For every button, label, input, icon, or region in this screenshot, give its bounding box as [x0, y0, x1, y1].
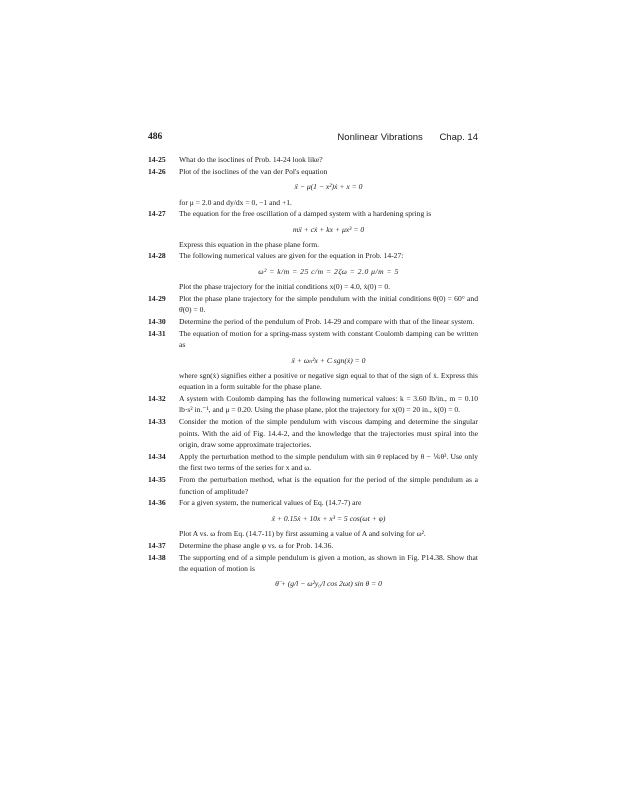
problem-number: 14-34: [148, 451, 166, 461]
problem-number: 14-29: [148, 293, 166, 303]
problem-text: From the perturbation method, what is the equation for the period of the simple pendulum as a function of amplitude?: [179, 475, 478, 496]
problem-14-38: [148, 552, 478, 575]
problem-14-35: [148, 474, 478, 497]
problem-number: 14-35: [148, 475, 166, 485]
running-head: [323, 132, 478, 143]
problem-14-26: [148, 166, 478, 177]
problem-14-33: [148, 416, 478, 450]
problem-14-31: [148, 328, 478, 351]
problem-text: Determine the phase angle φ vs. ω for Prob. 14.36.: [179, 540, 334, 550]
problem-text: The supporting end of a simple pendulum is given a motion, as shown in Fig. P14.38. Show that the equation of motion is: [179, 552, 478, 573]
chapter-label: Chap. 14: [439, 132, 478, 143]
problem-number: 14-36: [148, 498, 166, 508]
equation: mẍ + cẋ + kx + μx³ = 0: [292, 224, 365, 234]
problem-number: 14-28: [148, 251, 166, 261]
problem-14-32: [148, 393, 478, 416]
problem-text: Determine the period of the pendulum of Prob. 14-29 and compare with that of the linear system.: [179, 316, 475, 326]
problem-number: 14-27: [148, 209, 166, 219]
problem-text: The equation for the free oscillation of a damped system with a hardening spring is: [179, 209, 432, 219]
problem-number: 14-30: [148, 316, 166, 326]
problem-number: 14-25: [148, 155, 166, 164]
equation: ẍ + ωₙ²x + C sgn(ẋ) = 0: [291, 355, 366, 365]
problem-text-continued: Plot A vs. ω from Eq. (14.7-11) by first assuming a value of A and solving for ω².: [179, 529, 426, 539]
problem-number: 14-32: [148, 393, 166, 403]
problem-text: Apply the perturbation method to the simple pendulum with sin θ replaced by θ − ⅙θ³. Use only the first two terms of the series for x and ω.: [179, 451, 478, 473]
equation: ω² = k/m = 25 c/m = 2ζω = 2.0 μ/m = 5: [258, 266, 399, 276]
problem-text: For a given system, the numerical values of Eq. (14.7-7) are: [179, 498, 362, 508]
problem-14-28: [148, 250, 478, 261]
problem-text: The equation of motion for a spring-mass system with constant Coulomb damping can be written as: [179, 328, 478, 350]
problem-14-37: [148, 540, 478, 551]
problem-number: 14-31: [148, 328, 166, 338]
equation: θ̈ + (g/l − ω²y₀/l cos 2ωt) sin θ = 0: [275, 579, 382, 589]
problem-text-continued: Express this equation in the phase plane form.: [179, 239, 320, 249]
problem-14-25: [148, 154, 478, 165]
problem-14-29: [148, 293, 478, 316]
problem-text: What do the isoclines of Prob. 14-24 look like?: [179, 155, 323, 164]
problem-14-36: [148, 497, 478, 508]
problem-text-continued: Plot the phase trajectory for the initial conditions x(0) = 4.0, ẋ(0) = 0.: [179, 282, 391, 292]
page-number: 486: [148, 132, 163, 142]
problem-number: 14-37: [148, 540, 166, 550]
running-title: Nonlinear Vibrations: [337, 132, 423, 143]
problem-14-30: [148, 316, 478, 327]
problem-14-34: [148, 451, 478, 474]
problem-14-27: [148, 208, 478, 219]
equation: ẍ + 0.15ẋ + 10x + x³ = 5 cos(ωt + φ): [271, 513, 386, 523]
equation: ẍ − μ(1 − x²)ẋ + x = 0: [294, 182, 363, 192]
problem-number: 14-33: [148, 417, 166, 427]
problem-text: Consider the motion of the simple pendulum with viscous damping and determine the singular points. With the aid of Fig. 14.4-2, and the knowledge that the trajectories must spiral into the origin, draw some approximate trajectories.: [179, 417, 478, 449]
problem-text-continued: for μ = 2.0 and dy/dx = 0, −1 and +1.: [179, 197, 292, 207]
problem-number: 14-26: [148, 166, 166, 176]
problem-text: The following numerical values are given for the equation in Prob. 14-27:: [179, 251, 404, 261]
problem-number: 14-38: [148, 552, 166, 562]
problem-text: Plot of the isoclines of the van der Pol's equation: [179, 166, 328, 176]
problem-text-continued: where sgn(ẋ) signifies either a positive or negative sign equal to that of the sign of ẋ. Express this equation in a form suitable for the phase plane.: [179, 371, 478, 392]
problem-text: A system with Coulomb damping has the following numerical values: k = 3.60 lb/in., m = 0.10 lb·s² in.⁻¹, and μ = 0.20. Using the phase plane, plot the trajectory for x(0) = 20 in., ẋ(0) = 0.: [179, 393, 478, 415]
page-header: [148, 132, 478, 146]
problem-list: [148, 154, 478, 594]
problem-text: Plot the phase plane trajectory for the simple pendulum with the initial conditions θ(0) = 60° and θ̇(0) = 0.: [179, 293, 478, 314]
